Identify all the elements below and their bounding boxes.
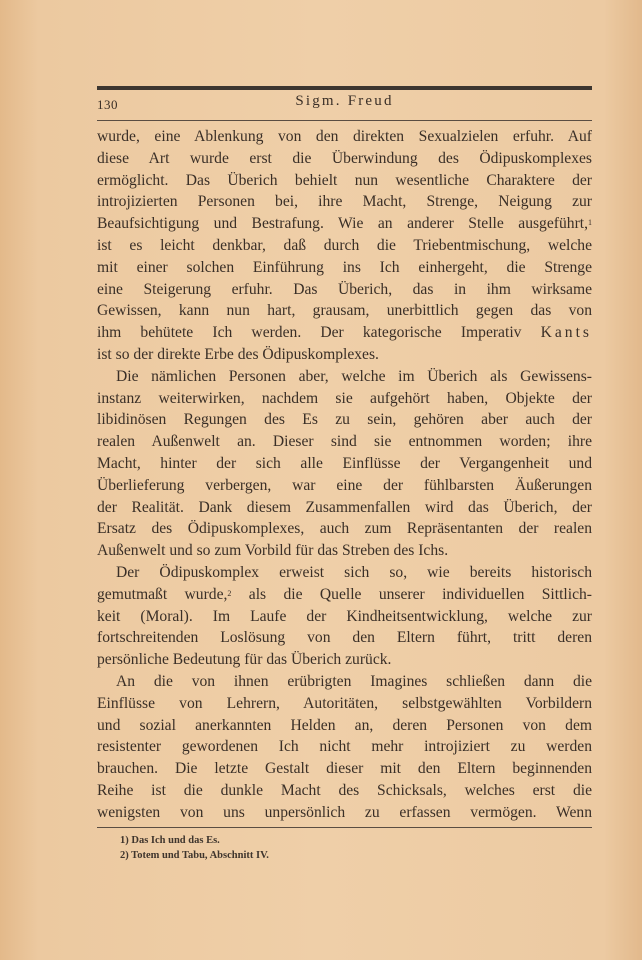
text-line: persönliche Bedeutung für das Überich zurück. (97, 651, 392, 669)
footnote-1: 1) Das Ich und das Es. (120, 835, 220, 846)
text-line: resistenter gewordenen Ich nicht mehr introjiziert zu werden (97, 738, 592, 756)
spaced-name-kants: Kants (540, 324, 592, 342)
footnote-ref-1: 1 (588, 218, 592, 228)
text-line (97, 322, 592, 344)
text-line: Gewissen, kann nun hart, grausam, unerbittlich gegen das von (97, 302, 592, 320)
text-line: wenigsten von uns unpersönlich zu erfassen vermögen. Wenn (97, 803, 592, 821)
text-line: eine Steigerung erfuhr. Das Überich, das in ihm wirksame (97, 280, 592, 298)
text-line: introjizierten Personen bei, ihre Macht, Strenge, Neigung zur (97, 193, 592, 211)
page-header (97, 92, 592, 116)
text-line: instanz weiterwirken, nachdem sie aufgehört haben, Objekte der (97, 389, 592, 407)
body-text (97, 126, 592, 824)
text-line: realen Außenwelt an. Dieser sind sie entnommen worden; ihre (97, 433, 592, 451)
text-line: diese Art wurde erst die Überwindung des Ödipuskomplexes (97, 149, 592, 167)
text-line (97, 213, 592, 235)
header-thin-rule (97, 120, 592, 121)
text-line: Einflüsse von Lehrern, Autoritäten, selbstgewählten Vorbildern (97, 694, 592, 712)
text-line-content: als die Quelle unserer individuellen Sittlich- (231, 585, 592, 603)
text-line: mit einer solchen Einführung ins Ich einhergeht, die Strenge (97, 258, 592, 276)
text-line: Macht, hinter der sich alle Einflüsse der Vergangenheit und (97, 454, 592, 472)
footnote-ref-2: 2 (227, 588, 232, 598)
text-line: Außenwelt und so zum Vorbild für das Streben des Ichs. (97, 542, 449, 560)
text-line (97, 584, 592, 606)
footnotes (120, 833, 269, 863)
paragraph-start-line: Der Ödipuskomplex erweist sich so, wie bereits historisch (116, 563, 592, 581)
text-line-content: gemutmaßt wurde, (97, 585, 228, 603)
text-line: der Realität. Dank diesem Zusammenfallen wird das Überich, der (97, 498, 592, 516)
page-number: 130 (97, 97, 118, 112)
text-line: ist so der direkte Erbe des Ödipuskomplexes. (97, 345, 379, 363)
text-line: ist es leicht denkbar, daß durch die Triebentmischung, welche (97, 236, 592, 254)
paragraph-start-line: Die nämlichen Personen aber, welche im Überich als Gewissens- (116, 367, 592, 385)
text-line: Ersatz des Ödipuskomplexes, auch zum Repräsentanten der realen (97, 520, 592, 538)
text-line: libidinösen Regungen des Es zu sein, gehören aber auch der (97, 411, 592, 429)
footnote-2: 2) Totem und Tabu, Abschnitt IV. (120, 850, 269, 861)
text-line: ermöglicht. Das Überich behielt nun wesentliche Charaktere der (97, 171, 592, 189)
text-line: keit (Moral). Im Laufe der Kindheitsentwicklung, welche zur (97, 607, 592, 625)
text-line-content: Beaufsichtigung und Bestrafung. Wie an anderer Stelle ausgeführt, (97, 215, 588, 233)
paragraph-start-line: An die von ihnen erübrigten Imagines schließen dann die (116, 672, 592, 690)
text-line: fortschreitenden Loslösung von den Eltern führt, tritt deren (97, 629, 592, 647)
text-line: brauchen. Die letzte Gestalt dieser mit den Eltern beginnenden (97, 760, 592, 778)
running-head: Sigm. Freud (295, 93, 394, 109)
footnote-rule (97, 827, 592, 828)
text-line: und sozial anerkannten Helden an, deren Personen von dem (97, 716, 592, 734)
text-line: wurde, eine Ablenkung von den direkten Sexualzielen erfuhr. Auf (97, 128, 592, 145)
header-thick-rule (97, 86, 592, 90)
text-line: Überlieferung verbergen, war eine der fühlbarsten Äußerungen (97, 476, 592, 494)
text-line: Reihe ist die dunkle Macht des Schicksals, welches erst die (97, 781, 592, 799)
text-line-content: ihm behütete Ich werden. Der kategorische Imperativ (97, 324, 522, 342)
